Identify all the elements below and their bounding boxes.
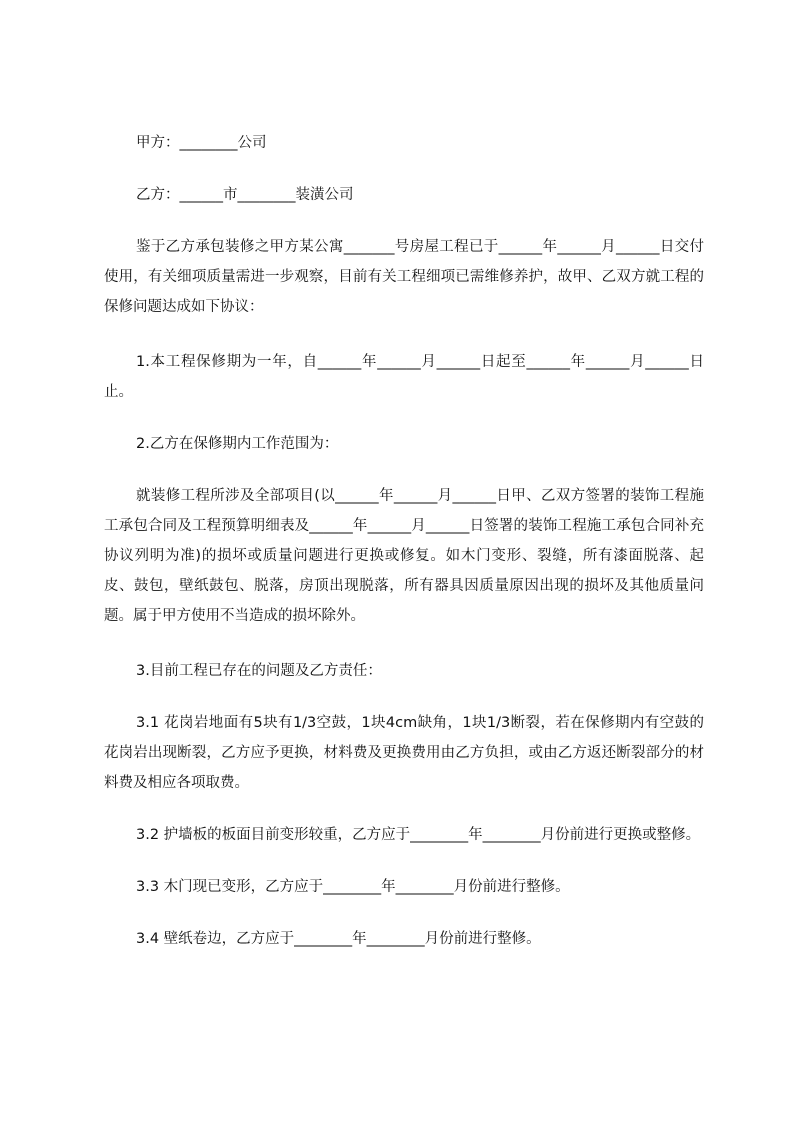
clause-2-body: 就装修工程所涉及全部项目(以______年______月______日甲、乙双方签署的装饰工程施工承包合同及工程预算明细表及______年______月______日签署的装饰工程施工承包合同补充协议列明为准)的损坏或质量问题进行更换或修复。如木门变形、裂缝，所有漆面脱落、起皮、鼓包，壁纸鼓包、脱落，房顶出现脱落，所有器具因质量原因出现的损坏及其他质量问题。属于甲方使用不当造成的损坏除外。: [104, 488, 704, 624]
party-b-line: 乙方：______市________装潢公司: [136, 187, 354, 203]
party-a-line: 甲方：________公司: [136, 135, 267, 151]
document-body: [104, 128, 704, 954]
clause-3-1: 3.1 花岗岩地面有5块有1/3空鼓，1块4cm缺角，1块1/3断裂，若在保修期内有空鼓的花岗岩出现断裂，乙方应予更换，材料费及更换费用由乙方负担，或由乙方返还断裂部分的材料费及相应各项取费。: [104, 715, 704, 791]
clause-3-3: 3.3 木门现已变形，乙方应于________年________月份前进行整修。: [136, 879, 570, 895]
clause-1: 1.本工程保修期为一年，自______年______月______日起至______年______月______日止。: [104, 354, 704, 400]
preamble-paragraph: 鉴于乙方承包装修之甲方某公寓_______号房屋工程已于______年______月______日交付使用，有关细项质量需进一步观察，目前有关工程细项已需维修养护，故甲、乙双方就工程的保修问题达成如下协议：: [104, 239, 704, 315]
clause-3-2: 3.2 护墙板的板面目前变形较重，乙方应于________年________月份前进行更换或整修。: [136, 827, 701, 843]
clause-2-title: 2.乙方在保修期内工作范围为：: [136, 436, 339, 452]
clause-3-title: 3.目前工程已存在的问题及乙方责任：: [136, 663, 382, 679]
clause-3-4: 3.4 壁纸卷边，乙方应于________年________月份前进行整修。: [136, 931, 541, 947]
